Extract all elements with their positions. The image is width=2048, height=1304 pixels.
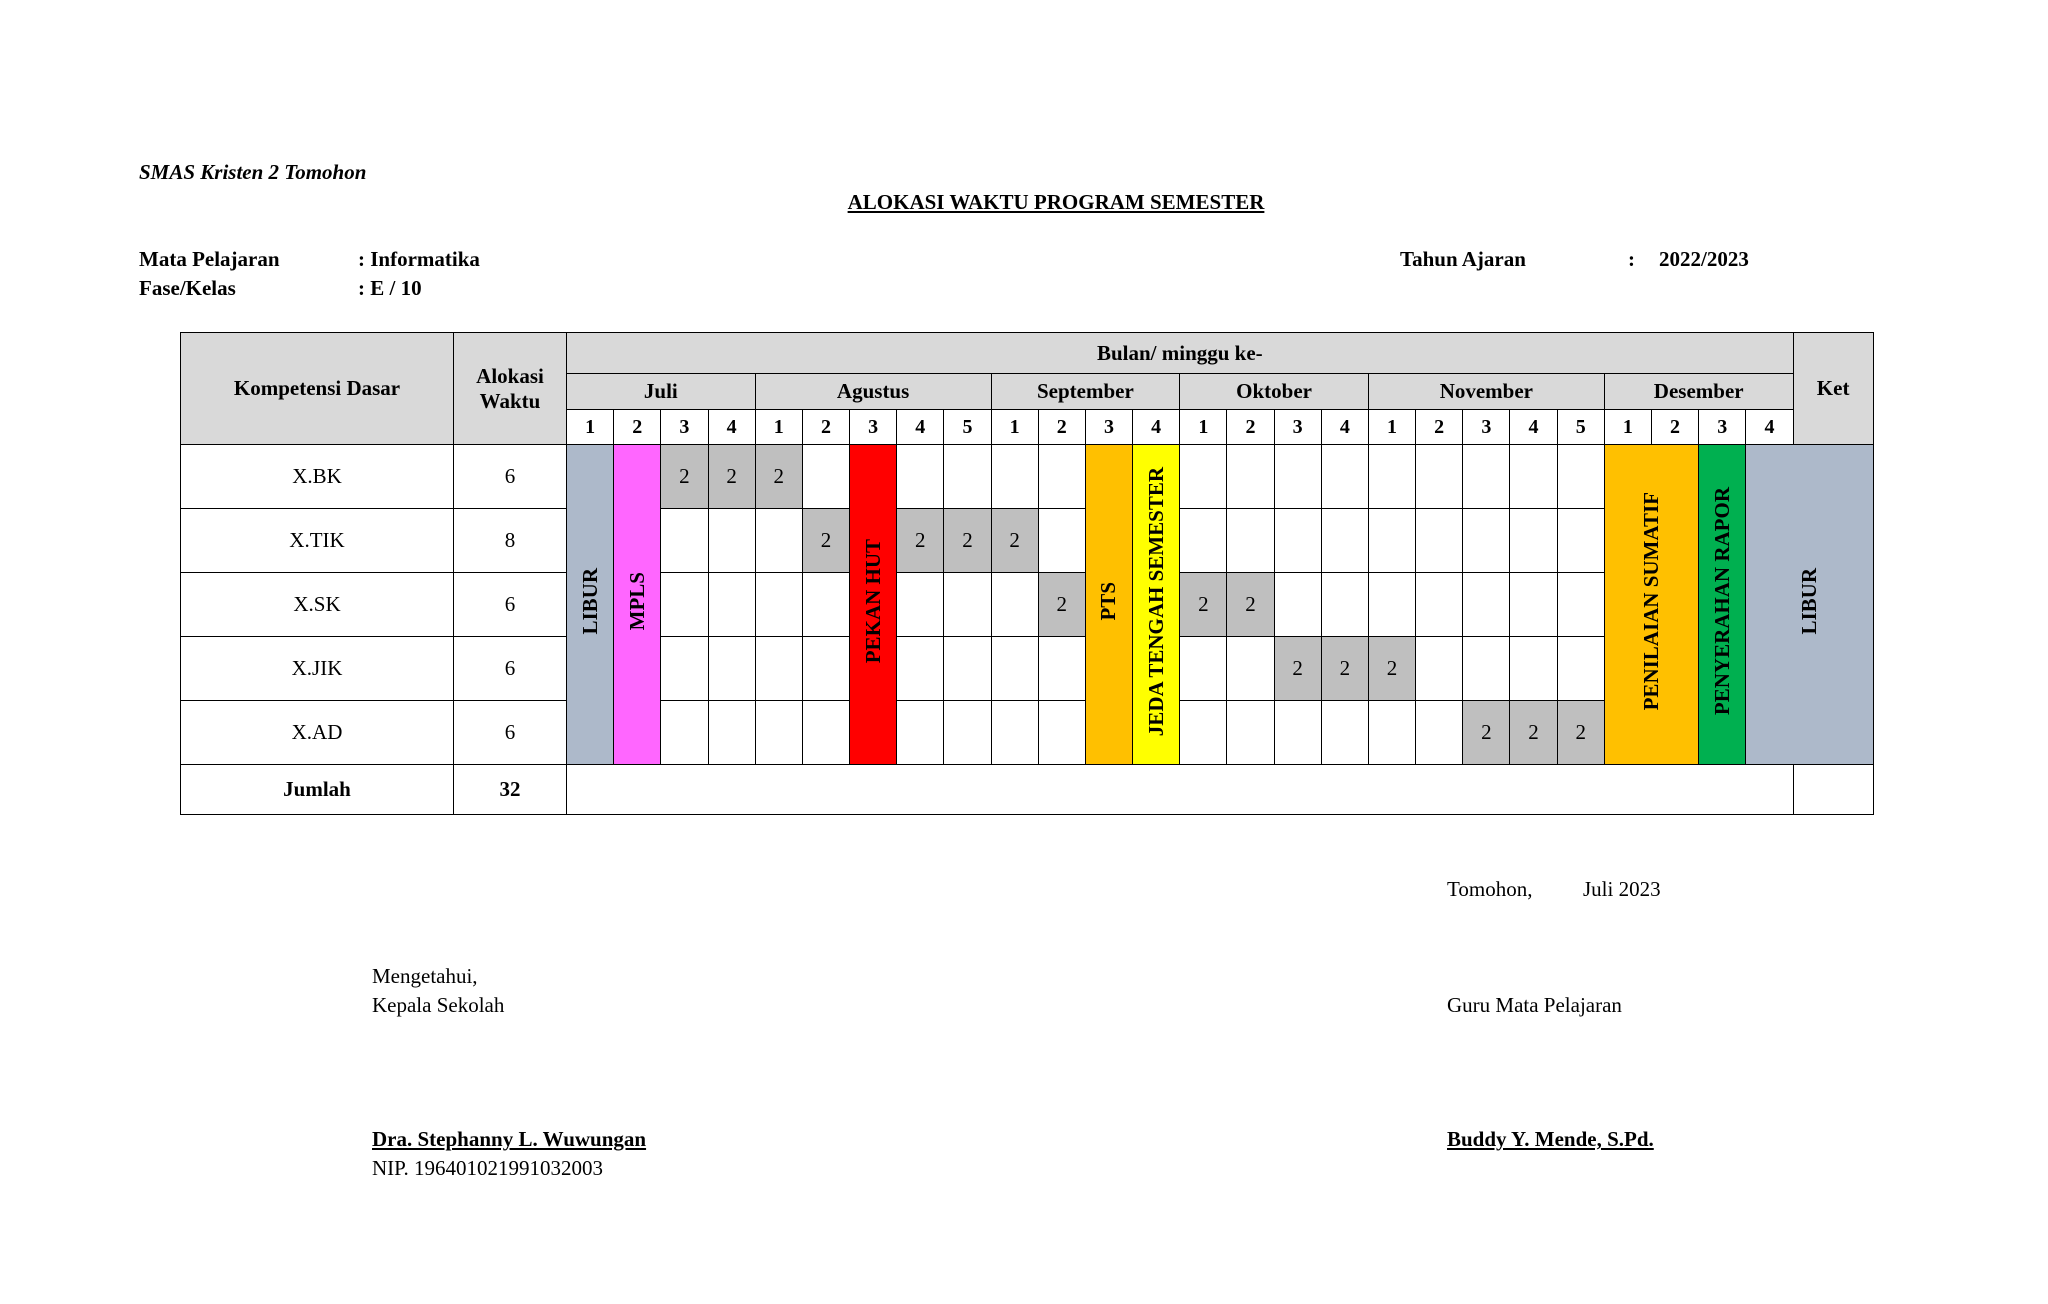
table-row: [181, 445, 1874, 509]
event-label: PENYERAHAN RAPOR: [1709, 487, 1734, 716]
empty-cell: [991, 637, 1038, 701]
allocation-cell: 2: [1274, 637, 1321, 701]
alokasi-cell: 6: [454, 637, 567, 701]
header-week-number: 1: [567, 410, 614, 445]
allocation-cell: 2: [1227, 573, 1274, 637]
header-week-number: 1: [1604, 410, 1651, 445]
empty-cell: [1321, 445, 1368, 509]
empty-cell: [1180, 445, 1227, 509]
header-alokasi-waktu: [454, 333, 567, 445]
alokasi-cell: 8: [454, 509, 567, 573]
empty-cell: [802, 573, 849, 637]
alokasi-cell: 6: [454, 701, 567, 765]
header-month: September: [991, 374, 1180, 410]
empty-cell: [755, 509, 802, 573]
empty-cell: [1416, 509, 1463, 573]
alokasi-cell: 6: [454, 445, 567, 509]
kompetensi-dasar-cell: X.BK: [181, 445, 454, 509]
empty-cell: [1463, 445, 1510, 509]
school-name: SMAS Kristen 2 Tomohon: [139, 160, 367, 184]
event-jeda-tengah-semester: [1133, 445, 1180, 765]
header-kompetensi-dasar: Kompetensi Dasar: [181, 333, 454, 445]
allocation-cell: 2: [755, 445, 802, 509]
header-month: November: [1368, 374, 1604, 410]
empty-cell: [991, 445, 1038, 509]
empty-cell: [1368, 573, 1415, 637]
empty-cell: [1038, 445, 1085, 509]
header-week-number: 4: [1321, 410, 1368, 445]
allocation-cell: 2: [1038, 573, 1085, 637]
header-week-number: 1: [991, 410, 1038, 445]
acknowledged-label: Mengetahui,: [372, 964, 478, 988]
empty-cell: [802, 701, 849, 765]
empty-cell: [1368, 445, 1415, 509]
header-week-number: 4: [708, 410, 755, 445]
header-week-number: 1: [755, 410, 802, 445]
subject-label: Mata Pelajaran: [139, 247, 280, 271]
header-week-number: 2: [1227, 410, 1274, 445]
event-libur: [567, 445, 614, 765]
header-week-number: 2: [614, 410, 661, 445]
empty-cell: [1557, 573, 1604, 637]
principal-title: Kepala Sekolah: [372, 993, 505, 1017]
empty-cell: [1227, 509, 1274, 573]
empty-cell: [1227, 637, 1274, 701]
year-label: Tahun Ajaran: [1400, 247, 1526, 271]
allocation-cell: 2: [1368, 637, 1415, 701]
event-label: MPLS: [624, 572, 649, 631]
class-label: Fase/Kelas: [139, 276, 236, 300]
event-pekan-hut: [850, 445, 897, 765]
empty-cell: [1416, 637, 1463, 701]
empty-cell: [944, 637, 991, 701]
empty-cell: [1227, 445, 1274, 509]
allocation-cell: 2: [1557, 701, 1604, 765]
empty-cell: [1368, 701, 1415, 765]
empty-cell: [1227, 701, 1274, 765]
empty-cell: [755, 573, 802, 637]
header-ket: Ket: [1793, 333, 1873, 445]
empty-cell: [991, 701, 1038, 765]
empty-cell: [708, 701, 755, 765]
year-value: 2022/2023: [1659, 247, 1749, 271]
header-month: Oktober: [1180, 374, 1369, 410]
header-week-number: 2: [1651, 410, 1698, 445]
empty-cell: [1038, 701, 1085, 765]
total-ket-cell: [1793, 765, 1873, 815]
semester-allocation-table: [180, 332, 1874, 815]
empty-cell: [1463, 637, 1510, 701]
empty-cell: [1557, 445, 1604, 509]
event-penyerahan-rapor: [1699, 445, 1746, 765]
empty-cell: [897, 637, 944, 701]
total-value: 32: [454, 765, 567, 815]
empty-cell: [1368, 509, 1415, 573]
empty-cell: [1416, 701, 1463, 765]
event-label: PTS: [1096, 582, 1121, 621]
header-week-number: 3: [1699, 410, 1746, 445]
allocation-cell: 2: [1510, 701, 1557, 765]
empty-cell: [1463, 509, 1510, 573]
header-week-number: 3: [850, 410, 897, 445]
event-mpls: [614, 445, 661, 765]
total-label: Jumlah: [181, 765, 454, 815]
empty-cell: [661, 637, 708, 701]
header-week-number: 4: [1510, 410, 1557, 445]
teacher-name: Buddy Y. Mende, S.Pd.: [1447, 1127, 1654, 1151]
header-week-number: 4: [1133, 410, 1180, 445]
empty-cell: [897, 701, 944, 765]
empty-cell: [755, 637, 802, 701]
empty-cell: [897, 445, 944, 509]
empty-cell: [661, 509, 708, 573]
header-week-number: 4: [897, 410, 944, 445]
empty-cell: [661, 701, 708, 765]
empty-cell: [944, 445, 991, 509]
empty-cell: [1321, 573, 1368, 637]
empty-cell: [1274, 701, 1321, 765]
allocation-cell: 2: [1180, 573, 1227, 637]
total-empty-cell: [567, 765, 1794, 815]
kompetensi-dasar-cell: X.TIK: [181, 509, 454, 573]
empty-cell: [944, 573, 991, 637]
header-week-number: 1: [1180, 410, 1227, 445]
empty-cell: [708, 573, 755, 637]
principal-name: Dra. Stephanny L. Wuwungan: [372, 1127, 647, 1151]
document-title: ALOKASI WAKTU PROGRAM SEMESTER: [847, 190, 1265, 214]
event-label: JEDA TENGAH SEMESTER: [1143, 466, 1168, 737]
event-label: PENILAIAN SUMATIF: [1638, 492, 1663, 711]
empty-cell: [1416, 445, 1463, 509]
header-week-number: 5: [944, 410, 991, 445]
allocation-cell: 2: [802, 509, 849, 573]
empty-cell: [1180, 701, 1227, 765]
header-week-number: 2: [1416, 410, 1463, 445]
header-week-number: 5: [1557, 410, 1604, 445]
header-week-number: 1: [1368, 410, 1415, 445]
event-label: LIBUR: [1796, 568, 1821, 635]
class-value: : E / 10: [358, 276, 422, 300]
header-week-number: 2: [802, 410, 849, 445]
empty-cell: [1510, 509, 1557, 573]
kompetensi-dasar-cell: X.AD: [181, 701, 454, 765]
empty-cell: [1038, 509, 1085, 573]
event-label: PEKAN HUT: [860, 539, 885, 664]
empty-cell: [944, 701, 991, 765]
event-libur: [1746, 445, 1873, 765]
kompetensi-dasar-cell: X.SK: [181, 573, 454, 637]
empty-cell: [1180, 509, 1227, 573]
principal-nip: NIP. 196401021991032003: [372, 1156, 604, 1180]
empty-cell: [1510, 445, 1557, 509]
allocation-cell: 2: [944, 509, 991, 573]
empty-cell: [1321, 509, 1368, 573]
header-week-number: 3: [661, 410, 708, 445]
empty-cell: [708, 637, 755, 701]
empty-cell: [708, 509, 755, 573]
alokasi-cell: 6: [454, 573, 567, 637]
empty-cell: [897, 573, 944, 637]
header-week-number: 3: [1085, 410, 1132, 445]
event-penilaian-sumatif: [1604, 445, 1698, 765]
signing-date: Juli 2023: [1583, 877, 1661, 901]
empty-cell: [1038, 637, 1085, 701]
empty-cell: [661, 573, 708, 637]
allocation-cell: 2: [661, 445, 708, 509]
empty-cell: [1510, 573, 1557, 637]
empty-cell: [1463, 573, 1510, 637]
header-month: Desember: [1604, 374, 1793, 410]
allocation-cell: 2: [991, 509, 1038, 573]
year-colon: :: [1628, 247, 1635, 271]
empty-cell: [755, 701, 802, 765]
empty-cell: [1180, 637, 1227, 701]
event-label: LIBUR: [577, 568, 602, 635]
allocation-cell: 2: [897, 509, 944, 573]
signing-place: Tomohon,: [1447, 877, 1533, 901]
empty-cell: [1274, 445, 1321, 509]
event-pts: [1085, 445, 1132, 765]
header-month: Agustus: [755, 374, 991, 410]
empty-cell: [1416, 573, 1463, 637]
allocation-cell: 2: [708, 445, 755, 509]
header-week-number: 2: [1038, 410, 1085, 445]
empty-cell: [1557, 509, 1604, 573]
teacher-title: Guru Mata Pelajaran: [1447, 993, 1622, 1017]
header-alokasi-line-2: Waktu: [479, 388, 541, 413]
kompetensi-dasar-cell: X.JIK: [181, 637, 454, 701]
empty-cell: [991, 573, 1038, 637]
empty-cell: [1274, 509, 1321, 573]
empty-cell: [802, 637, 849, 701]
empty-cell: [802, 445, 849, 509]
header-alokasi-line-1: Alokasi: [476, 363, 544, 388]
empty-cell: [1321, 701, 1368, 765]
allocation-cell: 2: [1321, 637, 1368, 701]
header-month: Juli: [567, 374, 756, 410]
subject-value: : Informatika: [358, 247, 480, 271]
empty-cell: [1510, 637, 1557, 701]
empty-cell: [1557, 637, 1604, 701]
header-bulan-minggu: Bulan/ minggu ke-: [567, 333, 1794, 374]
empty-cell: [1274, 573, 1321, 637]
header-week-number: 3: [1274, 410, 1321, 445]
header-week-number: 4: [1746, 410, 1793, 445]
header-week-number: 3: [1463, 410, 1510, 445]
allocation-cell: 2: [1463, 701, 1510, 765]
